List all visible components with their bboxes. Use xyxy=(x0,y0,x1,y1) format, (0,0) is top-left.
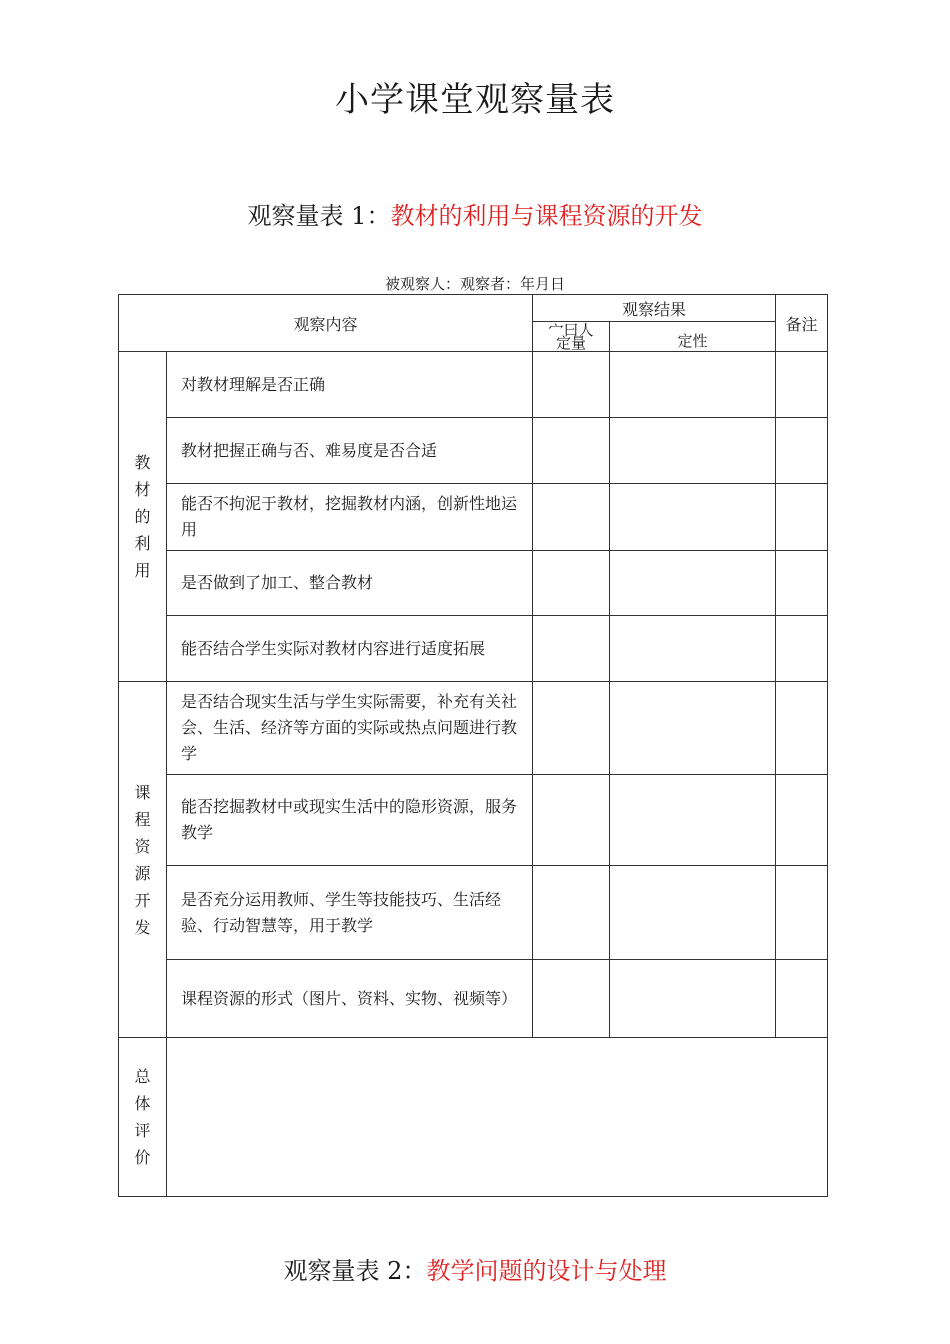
remark-cell[interactable] xyxy=(776,960,828,1038)
item-cell: 能否挖掘教材中或现实生活中的隐形资源，服务教学 xyxy=(167,775,533,866)
qual-cell[interactable] xyxy=(610,682,776,775)
qual-cell[interactable] xyxy=(610,418,776,484)
remark-cell[interactable] xyxy=(776,484,828,551)
quant-cell[interactable] xyxy=(533,484,610,551)
qual-cell[interactable] xyxy=(610,866,776,960)
quant-cell[interactable] xyxy=(533,418,610,484)
item-cell: 是否结合现实生活与学生实际需要，补充有关社会、生活、经济等方面的实际或热点问题进行教学 xyxy=(167,682,533,775)
remark-cell[interactable] xyxy=(776,866,828,960)
qual-cell[interactable] xyxy=(610,775,776,866)
vertical-label-char: 材 xyxy=(134,480,151,499)
qual-cell[interactable] xyxy=(610,960,776,1038)
header-result: 观察结果 xyxy=(533,295,776,322)
section1-title xyxy=(0,196,950,231)
quant-cell[interactable] xyxy=(533,866,610,960)
quant-cell[interactable] xyxy=(533,775,610,866)
summary-label xyxy=(119,1038,167,1197)
qual-cell[interactable] xyxy=(610,616,776,682)
remark-cell[interactable] xyxy=(776,682,828,775)
item-cell: 是否做到了加工、整合教材 xyxy=(167,551,533,616)
remark-cell[interactable] xyxy=(776,616,828,682)
quant-cell[interactable] xyxy=(533,352,610,418)
vertical-label-char: 教 xyxy=(134,453,151,472)
section1-prefix: 观察量表 1： xyxy=(247,202,391,230)
vertical-label-char: 评 xyxy=(134,1121,151,1140)
qual-cell[interactable] xyxy=(610,551,776,616)
vertical-label-char: 开 xyxy=(134,890,151,910)
summary-label-text xyxy=(119,1063,166,1171)
page-title: 小学课堂观察量表 xyxy=(335,80,615,120)
vertical-label-char: 程 xyxy=(134,809,151,829)
quant-cell[interactable] xyxy=(533,616,610,682)
header-quant xyxy=(533,322,610,352)
remark-cell[interactable] xyxy=(776,551,828,616)
remark-cell[interactable] xyxy=(776,418,828,484)
item-cell: 对教材理解是否正确 xyxy=(167,352,533,418)
observation-table xyxy=(118,294,828,1197)
section1-topic: 教材的利用与课程资源的开发 xyxy=(390,202,703,230)
item-cell: 是否充分运用教师、学生等技能技巧、生活经验、行动智慧等，用于教学 xyxy=(167,866,533,960)
quant-cell[interactable] xyxy=(533,682,610,775)
header-quant-overlap: 宀曰人 xyxy=(548,320,594,339)
qual-cell[interactable] xyxy=(610,484,776,551)
vertical-label-char: 源 xyxy=(134,863,151,883)
qual-cell[interactable] xyxy=(610,352,776,418)
vertical-label-char: 的 xyxy=(134,507,151,526)
group-label-resources xyxy=(119,682,167,1038)
vertical-label-char: 课 xyxy=(134,782,151,802)
group-label-textbook xyxy=(119,352,167,682)
vertical-label-char: 发 xyxy=(134,917,151,937)
group-label-text xyxy=(119,779,166,941)
vertical-label-char: 利 xyxy=(134,534,151,553)
vertical-label-char: 资 xyxy=(134,836,151,856)
vertical-label-char: 用 xyxy=(134,561,151,580)
header-qual-label: 定性 xyxy=(677,332,708,350)
item-cell: 能否不拘泥于教材，挖掘教材内涵，创新性地运用 xyxy=(167,484,533,551)
remark-cell[interactable] xyxy=(776,775,828,866)
observer-meta-line: 被观察人：观察者：年月日 xyxy=(384,275,565,293)
header-content: 观察内容 xyxy=(119,295,533,352)
vertical-label-char: 总 xyxy=(134,1067,151,1086)
vertical-label-char: 价 xyxy=(134,1148,151,1167)
quant-cell[interactable] xyxy=(533,551,610,616)
header-quant-label: 定量 xyxy=(556,333,587,352)
item-cell: 能否结合学生实际对教材内容进行适度拓展 xyxy=(167,616,533,682)
header-remark: 备注 xyxy=(776,295,828,352)
header-qual xyxy=(610,322,776,352)
item-cell: 课程资源的形式（图片、资料、实物、视频等） xyxy=(167,960,533,1038)
quant-cell[interactable] xyxy=(533,960,610,1038)
group-label-text xyxy=(119,449,166,584)
item-cell: 教材把握正确与否、难易度是否合适 xyxy=(167,418,533,484)
summary-cell[interactable] xyxy=(167,1038,828,1197)
section2-topic: 教学问题的设计与处理 xyxy=(426,1257,667,1285)
section2-title xyxy=(0,1251,950,1286)
remark-cell[interactable] xyxy=(776,352,828,418)
section2-prefix: 观察量表 2： xyxy=(283,1257,427,1285)
vertical-label-char: 体 xyxy=(134,1094,151,1113)
